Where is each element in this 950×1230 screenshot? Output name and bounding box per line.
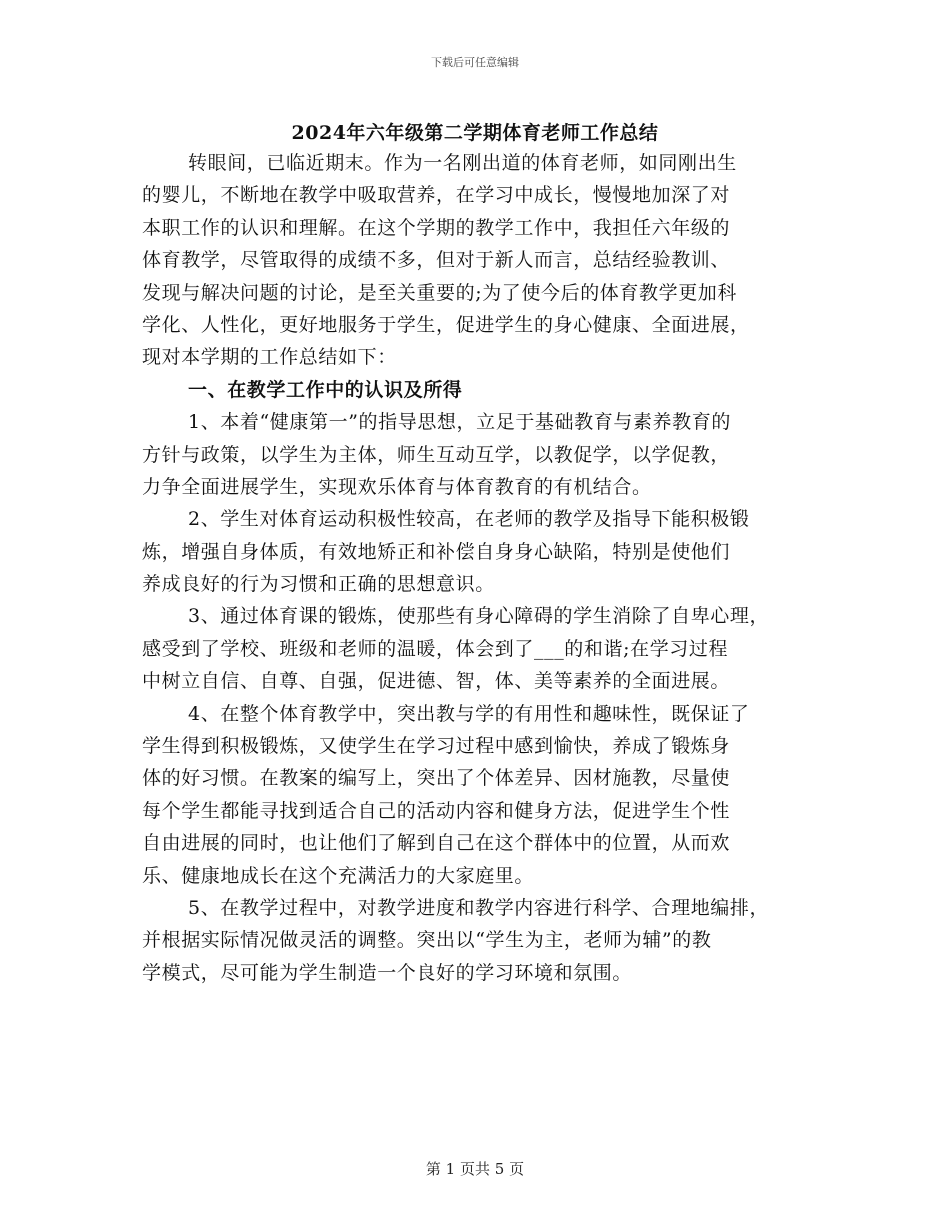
paragraph-line: 3、通过体育课的锻炼，使那些有身心障碍的学生消除了自卑心理， xyxy=(188,605,770,628)
paragraph-line: 转眼间，已临近期末。作为一名刚出道的体育老师，如同刚出生 xyxy=(188,152,737,174)
paragraph-line: 中树立自信、自尊、自强，促进德、智，体、美等素养的全面进展。 xyxy=(142,670,731,693)
paragraph-line: 体育教学，尽管取得的成绩不多，但对于新人而言，总结经验教训、 xyxy=(142,249,731,272)
paragraph-line: 每个学生都能寻找到适合自己的活动内容和健身方法，促进学生个性 xyxy=(142,799,731,822)
paragraph-line: 炼，增强自身体质，有效地矫正和补偿自身身心缺陷，特别是使他们 xyxy=(142,540,731,563)
paragraph-line: 1、本着“健康第一”的指导思想，立足于基础教育与素养教育的 xyxy=(188,411,731,434)
paragraph-line: 自由进展的同时，也让他们了解到自己在这个群体中的位置，从而欢 xyxy=(142,832,731,855)
paragraph-line: 4、在整个体育教学中，突出教与学的有用性和趣味性，既保证了 xyxy=(188,702,750,725)
document-body xyxy=(142,147,814,989)
paragraph-line: 现对本学期的工作总结如下： xyxy=(142,346,397,369)
paragraph-line: 并根据实际情况做灵活的调整。突出以“学生为主，老师为辅”的教 xyxy=(142,929,712,952)
section-heading: 一、在教学工作中的认识及所得 xyxy=(188,378,463,401)
paragraph-line: 学生得到积极锻炼，又使学生在学习过程中感到愉快，养成了锻炼身 xyxy=(142,735,731,758)
paragraph-line: 5、在教学过程中，对教学进度和教学内容进行科学、合理地编排， xyxy=(188,896,770,919)
paragraph-line: 学模式，尽可能为学生制造一个良好的学习环境和氛围。 xyxy=(142,961,633,984)
paragraph-line: 养成良好的行为习惯和正确的思想意识。 xyxy=(142,573,495,596)
page-number: 第 1 页共 5 页 xyxy=(425,1160,525,1178)
document-title: 2024年六年级第二学期体育老师工作总结 xyxy=(291,122,659,144)
paragraph-line: 本职工作的认识和理解。在这个学期的教学工作中，我担任六年级的 xyxy=(142,216,731,239)
paragraph-line: 发现与解决问题的讨论，是至关重要的;为了使今后的体育教学更加科 xyxy=(142,281,738,304)
paragraph-line: 的婴儿，不断地在教学中吸取营养，在学习中成长，慢慢地加深了对 xyxy=(142,184,731,207)
paragraph-line: 方针与政策，以学生为主体，师生互动互学，以教促学，以学促教， xyxy=(142,443,731,466)
paragraph-line: 乐、健康地成长在这个充满活力的大家庭里。 xyxy=(142,864,535,887)
paragraph-line: 2、学生对体育运动积极性较高，在老师的教学及指导下能积极锻 xyxy=(188,508,750,531)
paragraph-line: 力争全面进展学生，实现欢乐体育与体育教育的有机结合。 xyxy=(142,475,652,498)
paragraph-line: 体的好习惯。在教案的编写上，突出了个体差异、因材施教，尽量使 xyxy=(142,767,731,790)
paragraph-line: 学化、人性化，更好地服务于学生，促进学生的身心健康、全面进展， xyxy=(142,313,750,336)
page-header-note: 下载后可任意编辑 xyxy=(431,56,519,69)
paragraph-line: 感受到了学校、班级和老师的温暖，体会到了___的和谐;在学习过程 xyxy=(142,637,729,660)
